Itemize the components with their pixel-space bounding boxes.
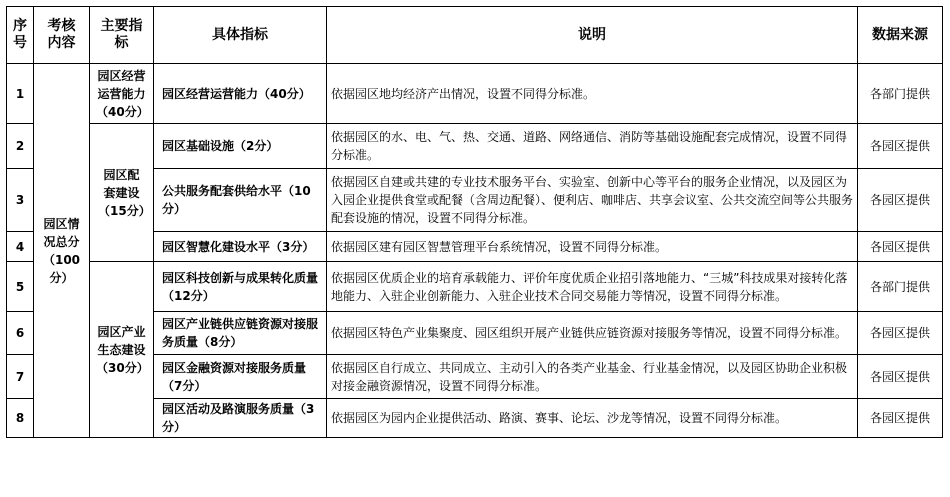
specific-indicator-cell: 园区科技创新与成果转化质量（12分） xyxy=(154,262,327,312)
main-indicator-cell: 园区经营运营能力（40分） xyxy=(90,64,154,124)
specific-indicator-cell: 公共服务配套供给水平（10分） xyxy=(154,169,327,232)
specific-indicator-cell: 园区基础设施（2分） xyxy=(154,124,327,169)
specific-indicator-cell: 园区活动及路演服务质量（3分） xyxy=(154,399,327,438)
description-cell: 依据园区的水、电、气、热、交通、道路、网络通信、消防等基础设施配套完成情况，设置不同得分标准。 xyxy=(327,124,858,169)
data-source-cell: 各园区提供 xyxy=(858,124,943,169)
data-source-cell: 各部门提供 xyxy=(858,64,943,124)
scoring-table xyxy=(6,6,943,438)
row-seq: 6 xyxy=(7,312,34,355)
data-source-cell: 各部门提供 xyxy=(858,262,943,312)
row-seq: 7 xyxy=(7,355,34,399)
data-source-cell: 各园区提供 xyxy=(858,169,943,232)
row-seq: 5 xyxy=(7,262,34,312)
table-row xyxy=(7,124,943,169)
row-seq: 4 xyxy=(7,232,34,262)
header-data-source: 数据来源 xyxy=(858,7,943,64)
specific-indicator-cell: 园区金融资源对接服务质量（7分） xyxy=(154,355,327,399)
header-content: 考核内容 xyxy=(34,7,90,64)
main-indicator-cell: 园区产业生态建设（30分） xyxy=(90,262,154,438)
row-seq: 2 xyxy=(7,124,34,169)
assessment-content-cell: 园区情况总分（100分） xyxy=(34,64,90,438)
specific-indicator-cell: 园区智慧化建设水平（3分） xyxy=(154,232,327,262)
table-row xyxy=(7,64,943,124)
header-main-indicator: 主要指标 xyxy=(90,7,154,64)
data-source-cell: 各园区提供 xyxy=(858,355,943,399)
description-cell: 依据园区地均经济产出情况，设置不同得分标准。 xyxy=(327,64,858,124)
description-cell: 依据园区特色产业集聚度、园区组织开展产业链供应链资源对接服务等情况，设置不同得分标准。 xyxy=(327,312,858,355)
specific-indicator-cell: 园区经营运营能力（40分） xyxy=(154,64,327,124)
header-specific-indicator: 具体指标 xyxy=(154,7,327,64)
description-cell: 依据园区自建或共建的专业技术服务平台、实验室、创新中心等平台的服务企业情况，以及园区为入园企业提供食堂或配餐（含周边配餐）、便利店、咖啡店、共享会议室、公共交流空间等公共服务配套设施的情况，设置不同得分标准。 xyxy=(327,169,858,232)
specific-indicator-cell: 园区产业链供应链资源对接服务质量（8分） xyxy=(154,312,327,355)
data-source-cell: 各园区提供 xyxy=(858,399,943,438)
header-row xyxy=(7,7,943,64)
description-cell: 依据园区为园内企业提供活动、路演、赛事、论坛、沙龙等情况，设置不同得分标准。 xyxy=(327,399,858,438)
row-seq: 1 xyxy=(7,64,34,124)
description-cell: 依据园区自行成立、共同成立、主动引入的各类产业基金、行业基金情况，以及园区协助企业积极对接金融资源情况，设置不同得分标准。 xyxy=(327,355,858,399)
row-seq: 3 xyxy=(7,169,34,232)
description-cell: 依据园区优质企业的培育承载能力、评价年度优质企业招引落地能力、“三城”科技成果对接转化落地能力、入驻企业创新能力、入驻企业技术合同交易能力等情况，设置不同得分标准。 xyxy=(327,262,858,312)
description-cell: 依据园区建有园区智慧管理平台系统情况，设置不同得分标准。 xyxy=(327,232,858,262)
row-seq: 8 xyxy=(7,399,34,438)
header-seq: 序号 xyxy=(7,7,34,64)
header-description: 说明 xyxy=(327,7,858,64)
table-row xyxy=(7,262,943,312)
data-source-cell: 各园区提供 xyxy=(858,312,943,355)
main-indicator-cell: 园区配套建设（15分） xyxy=(90,124,154,262)
data-source-cell: 各园区提供 xyxy=(858,232,943,262)
